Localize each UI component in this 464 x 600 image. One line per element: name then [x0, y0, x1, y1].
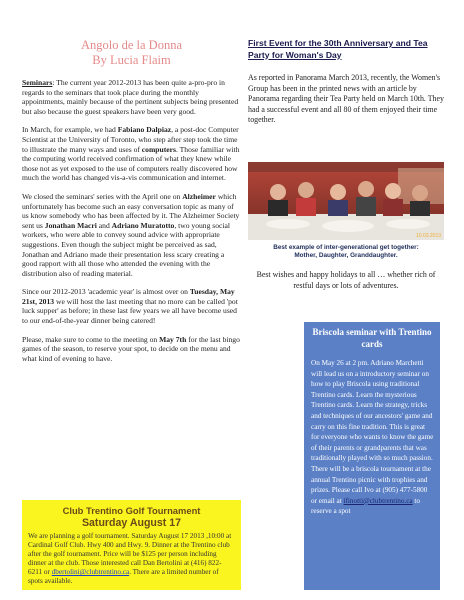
golf-heading: Club Trentino Golf Tournament — [62, 505, 201, 516]
alz-text-d: , two young social workers, who were able to convey sound advice with appropriate suggestions. Even though the subject might be perceived as sad, Jonathan and Adriano made their presentation less scary creating a good rapport with all those who attended the evening with the distribution also of reading material. — [22, 220, 230, 278]
golf-date: Saturday August 17 — [81, 517, 182, 529]
march-paragraph — [22, 125, 241, 183]
speaker-name-1: Jonathan Macri — [44, 220, 97, 230]
bingo-text-a: Please, make sure to come to the meeting on — [22, 334, 160, 344]
alz-text-a: We closed the seminars' series with the April one on — [22, 191, 183, 201]
bingo-paragraph — [22, 335, 241, 364]
left-column — [22, 38, 241, 372]
tea-party-photo — [248, 162, 444, 240]
seminars-label: Seminars — [22, 78, 53, 87]
event-paragraph: As reported in Panorama March 2013, recently, the Women's Group has been in the printed news with an article by Panorama regarding their Tea Party held on March 10th. They had a successful event and all 80 of them enjoyed their time together. — [248, 73, 444, 124]
alz-text-c: and — [96, 220, 112, 230]
march-text-a: In March, for example, we had — [22, 125, 118, 135]
briscola-box — [304, 322, 440, 590]
computers-word: computers — [141, 144, 176, 154]
alz-text-b: which unfortunately has become such an easy conversation topic as many of us know somebody who has been affected by it. The Alzheimer Society sent us — [22, 191, 240, 230]
golf-tournament-box — [22, 500, 241, 590]
speaker-name: Fabiano Dalpiaz — [117, 125, 172, 135]
golf-email-link[interactable]: dbertolini@clubtrentino.ca — [51, 568, 130, 576]
right-column — [248, 38, 444, 126]
speaker-name-2: Adriano Muratotto — [111, 220, 175, 230]
title-byline: By Lucia Flaim — [92, 53, 171, 67]
photo-illustration — [248, 162, 444, 240]
event-title: First Event for the 30th Anniversary and Tea Party for Woman's Day — [248, 38, 428, 60]
year-text-b: we will host the last meeting that no more can be called 'pot luck supper' as before; in these last few years we all have become used to our end-of-the-year dinner being catered! — [22, 296, 238, 326]
briscola-body — [304, 358, 440, 517]
golf-text-a: We are planning a golf tournament. Saturday August 17 2013 ,10:00 at Cardinal Golf Club. Hwy 400 and Hwy. 9. Dinner at the Trentino club after the golf tournament. Price will be $125 per person including dinner at the club. Those interested call Dan Bertolini at (416) 822-6211 or — [28, 532, 232, 576]
article-title — [22, 38, 241, 68]
title-line-1: Angolo de la Donna — [80, 38, 183, 52]
march-text-b: , a post-doc Computer Scientist at the University of Toronto, who step after step took the time to illustrate the many ways and uses of — [22, 125, 239, 154]
golf-text-b: . There are a limited number of spots available. — [28, 568, 219, 585]
alzheimer-word: Alzheimer — [182, 191, 216, 201]
year-text-a: Since our 2012-2013 'academic year' is almost over on — [22, 287, 190, 297]
photo-date-stamp: 10.03.2013 — [416, 233, 442, 239]
march-text-c: . Those familiar with the computing world received confirmation of what they knew while those not as yet exposed to the use of computers really discovered how much the world has changed vis-a-vis communication and internet. — [22, 144, 240, 183]
golf-body — [22, 532, 241, 586]
briscola-email-link[interactable]: ifinotti@clubtrentino.ca — [343, 496, 413, 505]
seminars-paragraph — [22, 78, 241, 116]
seminars-text: : The current year 2012-2013 has been quite a-pro-pro in regards to the seminars that took place during the monthly appointments, mainly because of the pertinent subjects being presented but also because the guest speakers have been very good. — [22, 78, 239, 116]
alzheimer-paragraph — [22, 192, 241, 278]
last-meeting-date: Tuesday, May 21st, 2013 — [22, 287, 235, 306]
briscola-text-a: On May 26 at 2 pm. Adriano Marchetti will lead us on a introductory seminar on how to play Briscola using traditional Trentino cards. Learn the mysterious Trentino cards. Learn the strategy, tricks and techniques of our ancestors' game and carry on this fine tradition. This is great for everyone who wants to know the game of their parents or grandparents that was traditionally played with so much passion. There will be a briscola tournament at the annual Trentino picnic with trophies and prizes. Please call Ivo at (905) 477-5800 or email at — [311, 359, 434, 505]
briscola-heading: Briscola seminar with Trentino cards — [312, 327, 432, 349]
year-end-paragraph — [22, 287, 241, 325]
bingo-text-b: for the last bingo games of the season, to reserve your spot, to decide on the menu and what kind of evening to have. — [22, 334, 240, 363]
holiday-wishes: Best wishes and happy holidays to all … whether rich of restful days or lots of adventures. — [256, 270, 436, 290]
photo-caption — [248, 244, 444, 261]
bingo-date: May 7th — [159, 334, 187, 344]
caption-line-1: Best example of inter-generational get together: — [273, 244, 419, 251]
briscola-text-b: to reserve a spot — [311, 496, 421, 516]
caption-line-2: Mother, Daughter, Granddaughter. — [294, 252, 398, 260]
